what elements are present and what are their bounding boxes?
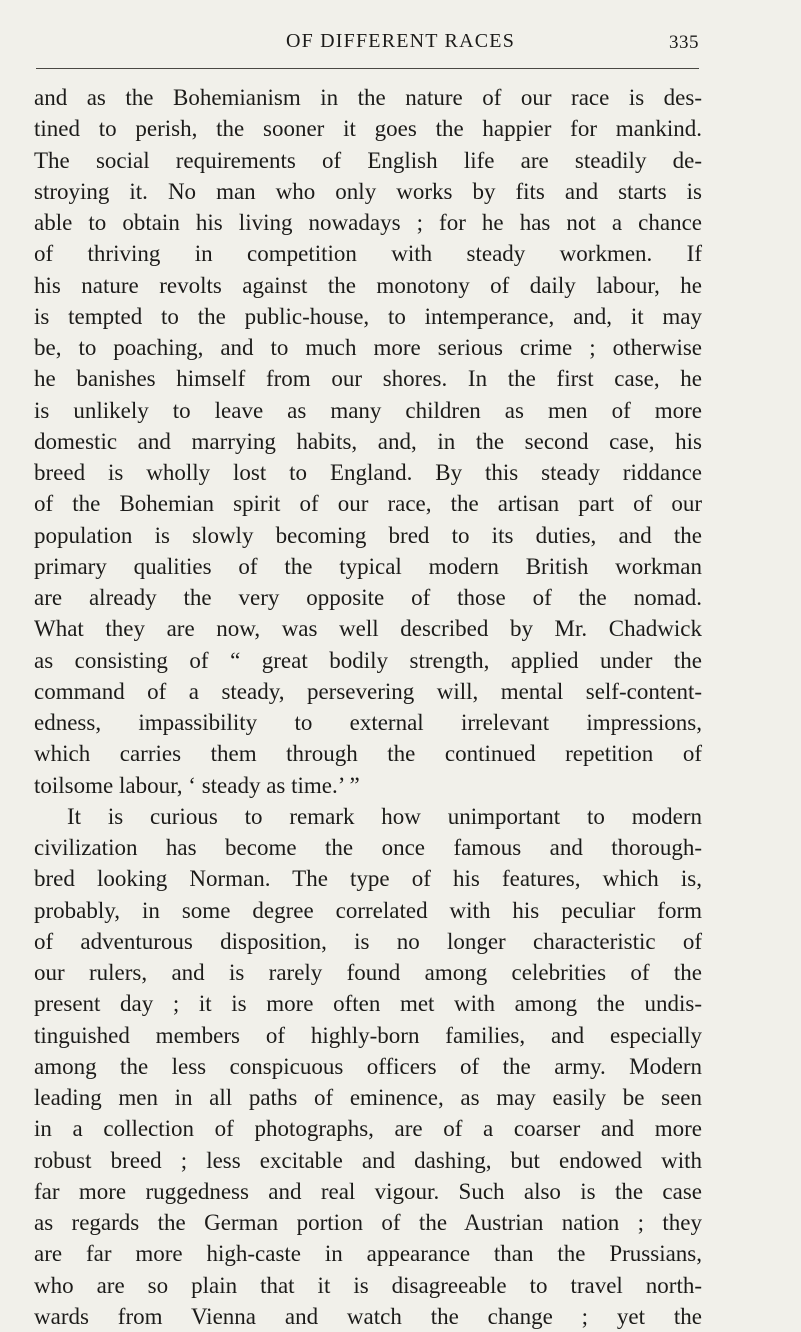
text-line: are far more high-caste in appearance than the Prussians, bbox=[34, 1241, 702, 1267]
text-line: and as the Bohemianism in the nature of our race is des- bbox=[34, 85, 702, 110]
text-line: edness, impassibility to external irrelevant impressions, bbox=[34, 710, 702, 735]
text-line: able to obtain his living nowadays ; for he has not a chance bbox=[34, 210, 702, 235]
text-line: tinguished members of highly-born families, and especially bbox=[34, 1022, 702, 1048]
text-line: of adventurous disposition, is no longer characteristic of bbox=[34, 928, 702, 954]
header-rule bbox=[36, 68, 699, 69]
paragraph-end-line: toilsome labour, ‘ steady as time.’ ” bbox=[34, 772, 360, 798]
text-line: be, to poaching, and to much more serious crime ; otherwise bbox=[34, 335, 702, 360]
text-line: who are so plain that it is disagreeable to travel north- bbox=[34, 1272, 702, 1298]
text-line: civilization has become the once famous and thorough- bbox=[34, 835, 702, 860]
text-line: among the less conspicuous officers of the army. Modern bbox=[34, 1053, 702, 1079]
text-line: are already the very opposite of those of the nomad. bbox=[34, 585, 702, 610]
text-line: primary qualities of the typical modern British workman bbox=[34, 553, 702, 579]
text-line: as consisting of “ great bodily strength, applied under the bbox=[34, 647, 702, 673]
page-number: 335 bbox=[669, 32, 699, 53]
text-line: The social requirements of English life are steadily de- bbox=[34, 147, 702, 173]
text-line: probably, in some degree correlated with his peculiar form bbox=[34, 897, 702, 923]
text-line: is unlikely to leave as many children as men of more bbox=[34, 397, 702, 423]
text-line: his nature revolts against the monotony of daily labour, he bbox=[34, 272, 702, 298]
text-line: in a collection of photographs, are of a coarser and more bbox=[34, 1116, 702, 1142]
text-line: present day ; it is more often met with among the undis- bbox=[34, 991, 702, 1017]
text-line: far more ruggedness and real vigour. Such also is the case bbox=[34, 1178, 702, 1204]
body-text bbox=[34, 82, 702, 1332]
text-line: is tempted to the public-house, to intemperance, and, it may bbox=[34, 303, 702, 329]
paragraph-start-line: It is curious to remark how unimportant to modern bbox=[67, 803, 702, 829]
text-line: population is slowly becoming bred to its duties, and the bbox=[34, 522, 702, 548]
text-line: What they are now, was well described by Mr. Chadwick bbox=[34, 616, 702, 642]
text-line: wards from Vienna and watch the change ; yet the bbox=[34, 1303, 702, 1329]
text-line: as regards the German portion of the Austrian nation ; they bbox=[34, 1210, 702, 1235]
text-line: bred looking Norman. The type of his features, which is, bbox=[34, 866, 702, 892]
text-line: of thriving in competition with steady workmen. If bbox=[34, 241, 702, 267]
text-line: tined to perish, the sooner it goes the happier for mankind. bbox=[34, 116, 702, 142]
running-title: OF DIFFERENT RACES bbox=[285, 30, 516, 52]
text-line: command of a steady, persevering will, mental self-content- bbox=[34, 678, 702, 704]
running-head bbox=[0, 22, 801, 62]
text-line: leading men in all paths of eminence, as may easily be seen bbox=[34, 1085, 702, 1110]
text-line: domestic and marrying habits, and, in the second case, his bbox=[34, 428, 702, 454]
text-line: he banishes himself from our shores. In the first case, he bbox=[34, 366, 702, 392]
text-line: stroying it. No man who only works by fits and starts is bbox=[34, 178, 702, 204]
text-line: our rulers, and is rarely found among celebrities of the bbox=[34, 960, 702, 985]
text-line: which carries them through the continued repetition of bbox=[34, 741, 702, 767]
text-line: of the Bohemian spirit of our race, the artisan part of our bbox=[34, 491, 702, 517]
text-line: breed is wholly lost to England. By this steady riddance bbox=[34, 460, 702, 485]
text-line: robust breed ; less excitable and dashing, but endowed with bbox=[34, 1147, 702, 1173]
